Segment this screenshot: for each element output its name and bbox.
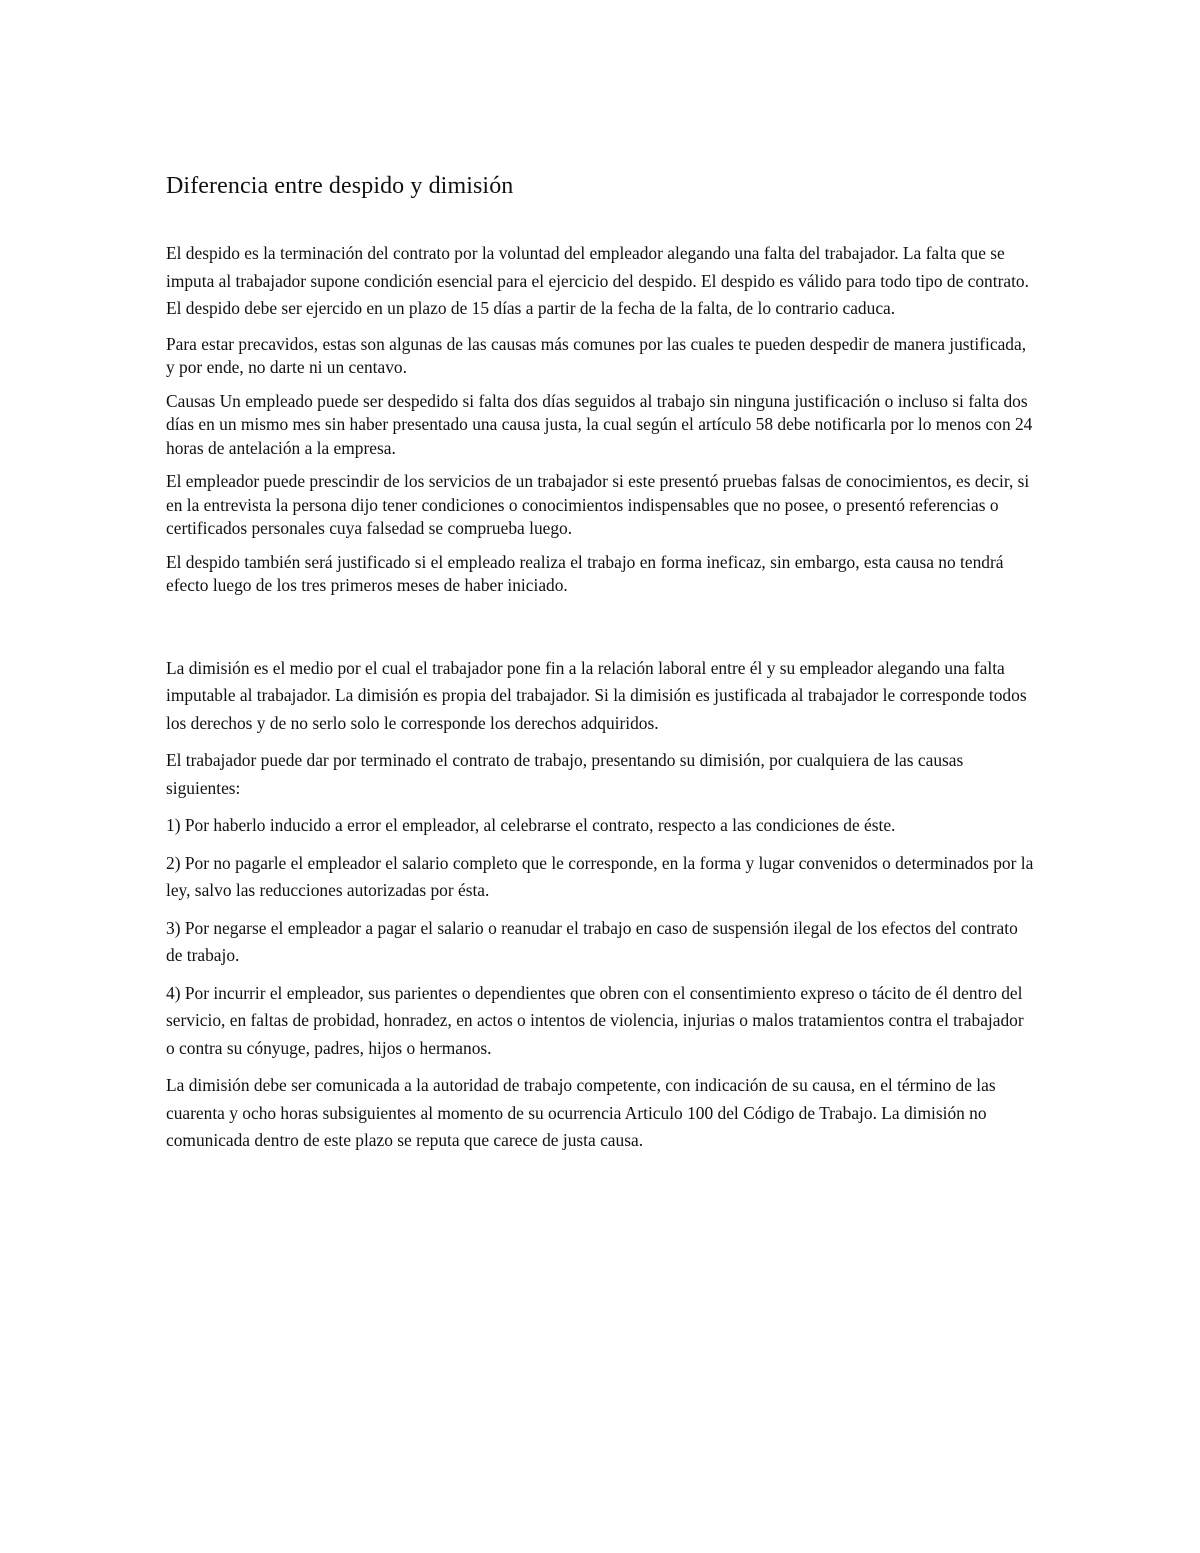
list-item-causa-2: 2) Por no pagarle el empleador el salario completo que le corresponde, en la forma y lugar convenidos o determinados por la ley, salvo las reducciones autorizadas por ésta. (166, 852, 1034, 900)
paragraph-dimision-definition: La dimisión es el medio por el cual el trabajador pone fin a la relación laboral entre él y su empleador alegando una falta imputable al trabajador. La dimisión es propia del trabajador. Si la dimisión es justificada al trabajador le corresponde todos los derechos y de no serlo solo le corresponde los derechos adquiridos. (166, 657, 1027, 733)
paragraph-dimision-comunicacion: La dimisión debe ser comunicada a la autoridad de trabajo competente, con indicación de su causa, en el término de las cuarenta y ocho horas subsiguientes al momento de su ocurrencia Articulo 100 del Código de Trabajo. La dimisión no comunicada dentro de este plazo se reputa que carece de justa causa. (166, 1075, 996, 1150)
list-item-causa-1: 1) Por haberlo inducido a error el empleador, al celebrarse el contrato, respecto a las condiciones de éste. (166, 815, 896, 835)
paragraph-trabajo-ineficaz: El despido también será justificado si el empleado realiza el trabajo en forma ineficaz, sin embargo, esta causa no tendrá efecto luego de los tres primeros meses de haber iniciado. (166, 551, 1004, 595)
paragraph-dimision-causas-intro: El trabajador puede dar por terminado el contrato de trabajo, presentando su dimisión, por cualquiera de las causas siguientes: (166, 750, 964, 798)
paragraph-causas-intro: Para estar precavidos, estas son algunas de las causas más comunes por las cuales te pueden despedir de manera justificada, y por ende, no darte ni un centavo. (166, 333, 1027, 377)
paragraph-causas-faltas: Causas Un empleado puede ser despedido si falta dos días seguidos al trabajo sin ninguna justificación o incluso si falta dos días en un mismo mes sin haber presentado una causa justa, la cual según el artículo 58 debe notificarla por lo menos con 24 horas de antelación a la empresa. (166, 390, 1033, 458)
paragraph-pruebas-falsas: El empleador puede prescindir de los servicios de un trabajador si este presentó pruebas falsas de conocimientos, es decir, si en la entrevista la persona dijo tener condiciones o conocimientos indispensables que no posee, o presentó referencias o certificados personales cuya falsedad se comprueba luego. (166, 471, 1030, 538)
document-body (166, 170, 1036, 1165)
list-item-causa-4: 4) Por incurrir el empleador, sus parientes o dependientes que obren con el consentimiento expreso o tácito de él dentro del servicio, en faltas de probidad, honradez, en actos o intentos de violencia, injurias o malos tratamientos contra el trabajador o contra su cónyuge, padres, hijos o hermanos. (166, 982, 1024, 1058)
page-title: Diferencia entre despido y dimisión (166, 173, 514, 199)
paragraph-despido-definition: El despido es la terminación del contrato por la voluntad del empleador alegando una falta del trabajador. La falta que se imputa al trabajador supone condición esencial para el ejercicio del despido. El despido es válido para todo tipo de contrato. El despido debe ser ejercido en un plazo de 15 días a partir de la fecha de la falta, de lo contrario caduca. (166, 243, 1029, 318)
list-item-causa-3: 3) Por negarse el empleador a pagar el salario o reanudar el trabajo en caso de suspensión ilegal de los efectos del contrato de trabajo. (166, 917, 1018, 965)
section-spacer (166, 608, 1036, 655)
